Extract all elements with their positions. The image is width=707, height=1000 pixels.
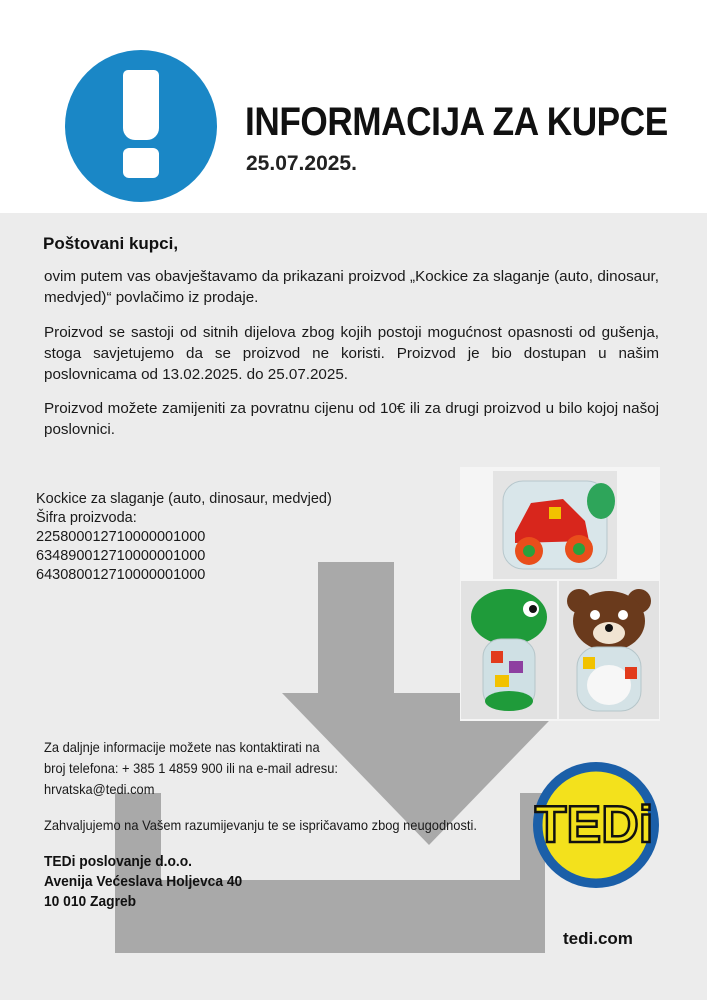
product-name: Kockice za slaganje (auto, dinosaur, medvjed)	[36, 491, 332, 507]
contact-email[interactable]: hrvatska@tedi.com	[44, 781, 155, 797]
company-address	[44, 852, 242, 912]
thanks-text: Zahvaljujemo na Vašem razumijevanju te se ispričavamo zbog neugodnosti.	[44, 817, 477, 833]
company-city: 10 010 Zagreb	[44, 893, 137, 910]
product-code: 643080012710000001000	[36, 567, 206, 583]
product-code-label: Šifra proizvoda:	[36, 510, 137, 526]
company-name: TEDi poslovanje d.o.o.	[44, 853, 192, 870]
paragraph-refund: Proizvod možete zamijeniti za povratnu cijenu od 10€ ili za drugi proizvod u bilo kojoj našoj poslovnici.	[44, 400, 659, 438]
photo-dinosaur	[461, 581, 557, 719]
tedi-logo-text: TEDi	[534, 796, 654, 854]
exclamation-icon	[65, 50, 217, 202]
header	[0, 0, 707, 213]
photo-bear	[559, 581, 659, 719]
photo-car	[493, 471, 617, 579]
contact-line: broj telefona: + 385 1 4859 900 ili na e-mail adresu:	[44, 760, 338, 776]
product-info	[36, 490, 332, 585]
tedi-logo	[520, 760, 672, 890]
notice-date: 25.07.2025.	[246, 152, 357, 175]
website-link[interactable]: tedi.com	[563, 929, 633, 948]
product-code: 634890012710000001000	[36, 548, 206, 564]
company-street: Avenija Većeslava Holjevca 40	[44, 873, 243, 890]
contact-info	[44, 737, 338, 800]
paragraph-recall: ovim putem vas obavještavamo da prikazani proizvod „Kockice za slaganje (auto, dinosaur, medvjed)“ povlačimo iz prodaje.	[44, 268, 659, 306]
product-photos	[460, 467, 660, 721]
contact-line: Za daljnje informacije možete nas kontaktirati na	[44, 739, 320, 755]
product-code: 225800012710000001000	[36, 529, 206, 545]
greeting: Poštovani kupci,	[43, 234, 179, 253]
page-title: INFORMACIJA ZA KUPCE	[245, 100, 668, 144]
paragraph-hazard: Proizvod se sastoji od sitnih dijelova zbog kojih postoji mogućnost opasnosti od gušenja, stoga savjetujemo da se proizvod ne koristi. Proizvod je bio dostupan u našim poslovnicama od 13.02.2025. do 25.07.2025.	[44, 324, 659, 383]
